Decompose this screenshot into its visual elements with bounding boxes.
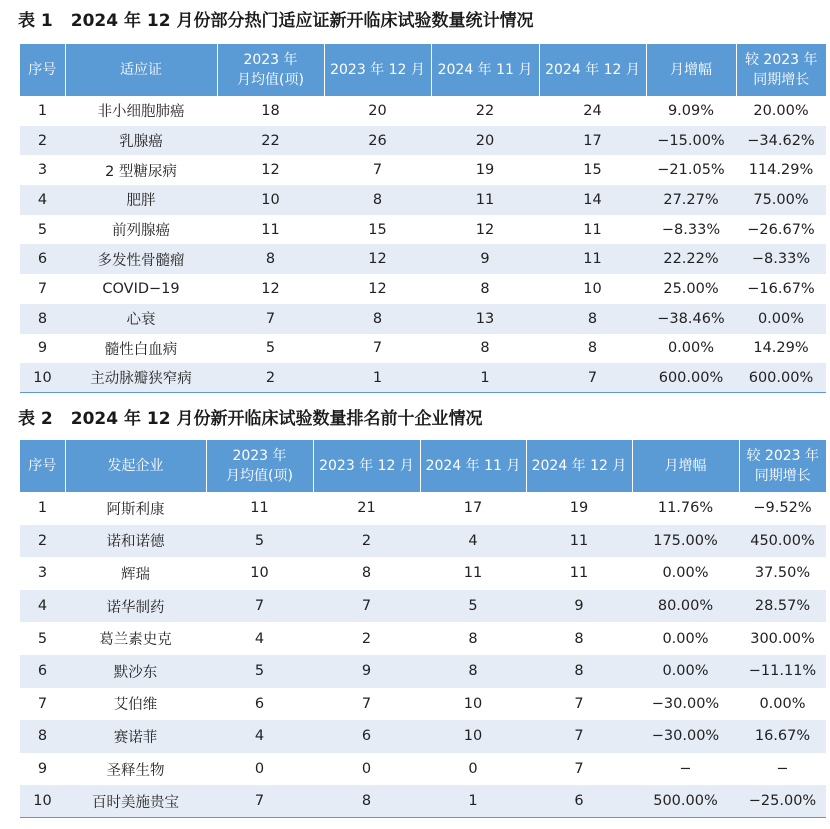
- table-cell: 7: [324, 334, 431, 364]
- table-row: [20, 244, 826, 274]
- table-cell: 8: [431, 334, 539, 364]
- table-cell: 9: [20, 334, 65, 364]
- table-cell: 11: [431, 185, 539, 215]
- table-cell: 26: [324, 126, 431, 156]
- table-cell: 7: [217, 304, 324, 334]
- table-cell: 7: [206, 785, 313, 818]
- column-header: 2023 年 12 月: [324, 44, 431, 96]
- table-cell: 辉瑞: [65, 557, 206, 590]
- table-cell: 10: [539, 274, 646, 304]
- table-cell: 19: [431, 155, 539, 185]
- table-cell: 12: [217, 274, 324, 304]
- column-header: 月增幅: [646, 44, 736, 96]
- table-cell: 6: [20, 244, 65, 274]
- table-cell: 默沙东: [65, 655, 206, 688]
- table-row: [20, 785, 826, 818]
- table-cell: 6: [313, 720, 420, 753]
- indication-trials-table: [20, 44, 826, 393]
- table-row: [20, 753, 826, 786]
- table-cell: 8: [217, 244, 324, 274]
- table-row: [20, 655, 826, 688]
- table-cell: 0.00%: [739, 688, 826, 721]
- table-cell: 9: [20, 753, 65, 786]
- table-cell: 4: [206, 720, 313, 753]
- table-cell: 1: [324, 363, 431, 393]
- table-cell: 12: [217, 155, 324, 185]
- table-cell: 4: [420, 525, 526, 558]
- table-cell: 114.29%: [736, 155, 826, 185]
- table-cell: 18: [217, 96, 324, 126]
- table-cell: 乳腺癌: [65, 126, 217, 156]
- table-cell: 8: [313, 785, 420, 818]
- table-cell: 11: [217, 215, 324, 245]
- table-cell: 9: [431, 244, 539, 274]
- table-cell: 20: [431, 126, 539, 156]
- table-cell: 14.29%: [736, 334, 826, 364]
- table-cell: 圣释生物: [65, 753, 206, 786]
- table2-caption-number: 表 2: [18, 409, 53, 429]
- table-cell: 19: [526, 492, 632, 525]
- table-cell: 5: [217, 334, 324, 364]
- table-cell: 175.00%: [632, 525, 739, 558]
- table-cell: 2: [313, 525, 420, 558]
- table-cell: 5: [20, 215, 65, 245]
- column-header: 发起企业: [65, 440, 206, 492]
- table-row: [20, 155, 826, 185]
- column-header: 月增幅: [632, 440, 739, 492]
- table-cell: 多发性骨髓瘤: [65, 244, 217, 274]
- table-cell: 6: [206, 688, 313, 721]
- table-cell: 11: [420, 557, 526, 590]
- table-cell: 7: [539, 363, 646, 393]
- table-cell: 2: [313, 622, 420, 655]
- table-cell: 11: [539, 244, 646, 274]
- table-cell: 17: [420, 492, 526, 525]
- table-cell: 37.50%: [739, 557, 826, 590]
- table-cell: 300.00%: [739, 622, 826, 655]
- table-row: [20, 688, 826, 721]
- table-cell: 14: [539, 185, 646, 215]
- table-cell: −16.67%: [736, 274, 826, 304]
- table-row: [20, 96, 826, 126]
- table-cell: 10: [420, 720, 526, 753]
- table-cell: 前列腺癌: [65, 215, 217, 245]
- table-cell: −30.00%: [632, 720, 739, 753]
- table-cell: 诺和诺德: [65, 525, 206, 558]
- table-cell: −9.52%: [739, 492, 826, 525]
- column-header: 2024 年 11 月: [431, 44, 539, 96]
- table-cell: −25.00%: [739, 785, 826, 818]
- table-cell: 0.00%: [632, 655, 739, 688]
- table-cell: 9: [313, 655, 420, 688]
- table-cell: 8: [431, 274, 539, 304]
- table-cell: COVID−19: [65, 274, 217, 304]
- table-cell: 9.09%: [646, 96, 736, 126]
- table-cell: 1: [420, 785, 526, 818]
- column-header: 序号: [20, 44, 65, 96]
- table-header-row: [20, 44, 826, 96]
- table-row: [20, 590, 826, 623]
- table-cell: 7: [526, 720, 632, 753]
- table-cell: 8: [526, 622, 632, 655]
- table-cell: 6: [526, 785, 632, 818]
- table-cell: 24: [539, 96, 646, 126]
- table-cell: 8: [539, 334, 646, 364]
- table-cell: 11: [206, 492, 313, 525]
- table-cell: 1: [431, 363, 539, 393]
- table-row: [20, 622, 826, 655]
- company-trials-table: [20, 440, 826, 818]
- table-cell: 12: [324, 274, 431, 304]
- column-header: 序号: [20, 440, 65, 492]
- table-row: [20, 126, 826, 156]
- table-cell: 17: [539, 126, 646, 156]
- table-cell: 12: [431, 215, 539, 245]
- table2-caption: [18, 406, 482, 432]
- table-cell: 25.00%: [646, 274, 736, 304]
- table-cell: 髓性白血病: [65, 334, 217, 364]
- table-cell: 22: [217, 126, 324, 156]
- table-cell: 21: [313, 492, 420, 525]
- table-cell: 0.00%: [632, 622, 739, 655]
- table-cell: 10: [206, 557, 313, 590]
- table-cell: 600.00%: [646, 363, 736, 393]
- table-cell: 0.00%: [736, 304, 826, 334]
- table-cell: 7: [526, 753, 632, 786]
- table-cell: 7: [20, 274, 65, 304]
- table-cell: 13: [431, 304, 539, 334]
- table-cell: 2 型糖尿病: [65, 155, 217, 185]
- table-cell: 0: [313, 753, 420, 786]
- table-row: [20, 525, 826, 558]
- table-cell: 10: [420, 688, 526, 721]
- table-cell: 阿斯利康: [65, 492, 206, 525]
- table-cell: 28.57%: [739, 590, 826, 623]
- column-header: 2024 年 11 月: [420, 440, 526, 492]
- table-cell: 心衰: [65, 304, 217, 334]
- table-row: [20, 557, 826, 590]
- table-cell: −8.33%: [736, 244, 826, 274]
- table-cell: 8: [20, 720, 65, 753]
- table-cell: 75.00%: [736, 185, 826, 215]
- table-cell: 3: [20, 155, 65, 185]
- table-cell: 7: [20, 688, 65, 721]
- table-cell: 20.00%: [736, 96, 826, 126]
- column-header: 适应证: [65, 44, 217, 96]
- table-cell: 8: [539, 304, 646, 334]
- table-cell: 8: [324, 185, 431, 215]
- table-cell: 2: [217, 363, 324, 393]
- table-cell: 6: [20, 655, 65, 688]
- table-cell: 11: [526, 525, 632, 558]
- table-cell: 1: [20, 492, 65, 525]
- table1-caption-title: 2024 年 12 月份部分热门适应证新开临床试验数量统计情况: [70, 11, 534, 31]
- table-cell: 赛诺菲: [65, 720, 206, 753]
- table-cell: 15: [324, 215, 431, 245]
- table-cell: 7: [313, 688, 420, 721]
- table-cell: 百时美施贵宝: [65, 785, 206, 818]
- column-header: 2024 年 12 月: [539, 44, 646, 96]
- table-cell: 诺华制药: [65, 590, 206, 623]
- table-cell: 5: [206, 525, 313, 558]
- table-cell: 0: [206, 753, 313, 786]
- table2-caption-title: 2024 年 12 月份新开临床试验数量排名前十企业情况: [70, 409, 483, 429]
- table-cell: 4: [206, 622, 313, 655]
- table-cell: −34.62%: [736, 126, 826, 156]
- table-cell: 8: [526, 655, 632, 688]
- table-cell: 7: [313, 590, 420, 623]
- table-cell: 4: [20, 590, 65, 623]
- table-row: [20, 492, 826, 525]
- table-cell: 1: [20, 96, 65, 126]
- table-cell: 8: [20, 304, 65, 334]
- table-cell: 肥胖: [65, 185, 217, 215]
- table-cell: 4: [20, 185, 65, 215]
- column-header: 2023 年 12 月: [313, 440, 420, 492]
- table-cell: 10: [20, 785, 65, 818]
- column-header: 较 2023 年 同期增长: [739, 440, 826, 492]
- table-cell: 5: [206, 655, 313, 688]
- table-row: [20, 334, 826, 364]
- table-cell: 9: [526, 590, 632, 623]
- table-row: [20, 304, 826, 334]
- table-cell: 11.76%: [632, 492, 739, 525]
- table-cell: −11.11%: [739, 655, 826, 688]
- table-cell: 450.00%: [739, 525, 826, 558]
- table-cell: 600.00%: [736, 363, 826, 393]
- table-cell: −26.67%: [736, 215, 826, 245]
- column-header: 2024 年 12 月: [526, 440, 632, 492]
- table-cell: −30.00%: [632, 688, 739, 721]
- table-cell: 500.00%: [632, 785, 739, 818]
- column-header: 2023 年 月均值(项): [206, 440, 313, 492]
- table-cell: −: [632, 753, 739, 786]
- table-row: [20, 185, 826, 215]
- table-cell: 11: [539, 215, 646, 245]
- table-cell: 10: [217, 185, 324, 215]
- table-row: [20, 720, 826, 753]
- column-header: 2023 年 月均值(项): [217, 44, 324, 96]
- table-cell: 主动脉瓣狭窄病: [65, 363, 217, 393]
- table-cell: −: [739, 753, 826, 786]
- table-cell: 3: [20, 557, 65, 590]
- table-row: [20, 274, 826, 304]
- table-cell: −38.46%: [646, 304, 736, 334]
- table-cell: −8.33%: [646, 215, 736, 245]
- table-header-row: [20, 440, 826, 492]
- table-cell: 7: [206, 590, 313, 623]
- table-cell: −21.05%: [646, 155, 736, 185]
- table-cell: −15.00%: [646, 126, 736, 156]
- table-cell: 11: [526, 557, 632, 590]
- table-cell: 15: [539, 155, 646, 185]
- table-cell: 非小细胞肺癌: [65, 96, 217, 126]
- table-cell: 8: [420, 622, 526, 655]
- table-cell: 5: [420, 590, 526, 623]
- table-row: [20, 215, 826, 245]
- table1-caption: [18, 8, 533, 34]
- table-cell: 27.27%: [646, 185, 736, 215]
- table-cell: 8: [324, 304, 431, 334]
- table-cell: 20: [324, 96, 431, 126]
- table-cell: 0.00%: [646, 334, 736, 364]
- table-cell: 12: [324, 244, 431, 274]
- table-cell: 80.00%: [632, 590, 739, 623]
- table-cell: 5: [20, 622, 65, 655]
- table1-caption-number: 表 1: [18, 11, 53, 31]
- table-cell: 2: [20, 525, 65, 558]
- table-cell: 22: [431, 96, 539, 126]
- table-cell: 7: [324, 155, 431, 185]
- table-row: [20, 363, 826, 393]
- table-cell: 2: [20, 126, 65, 156]
- table-cell: 0: [420, 753, 526, 786]
- table-cell: 0.00%: [632, 557, 739, 590]
- table-cell: 22.22%: [646, 244, 736, 274]
- table-cell: 10: [20, 363, 65, 393]
- table-cell: 7: [526, 688, 632, 721]
- table-cell: 8: [313, 557, 420, 590]
- table-cell: 8: [420, 655, 526, 688]
- table-cell: 艾伯维: [65, 688, 206, 721]
- column-header: 较 2023 年 同期增长: [736, 44, 826, 96]
- table-cell: 葛兰素史克: [65, 622, 206, 655]
- table-cell: 16.67%: [739, 720, 826, 753]
